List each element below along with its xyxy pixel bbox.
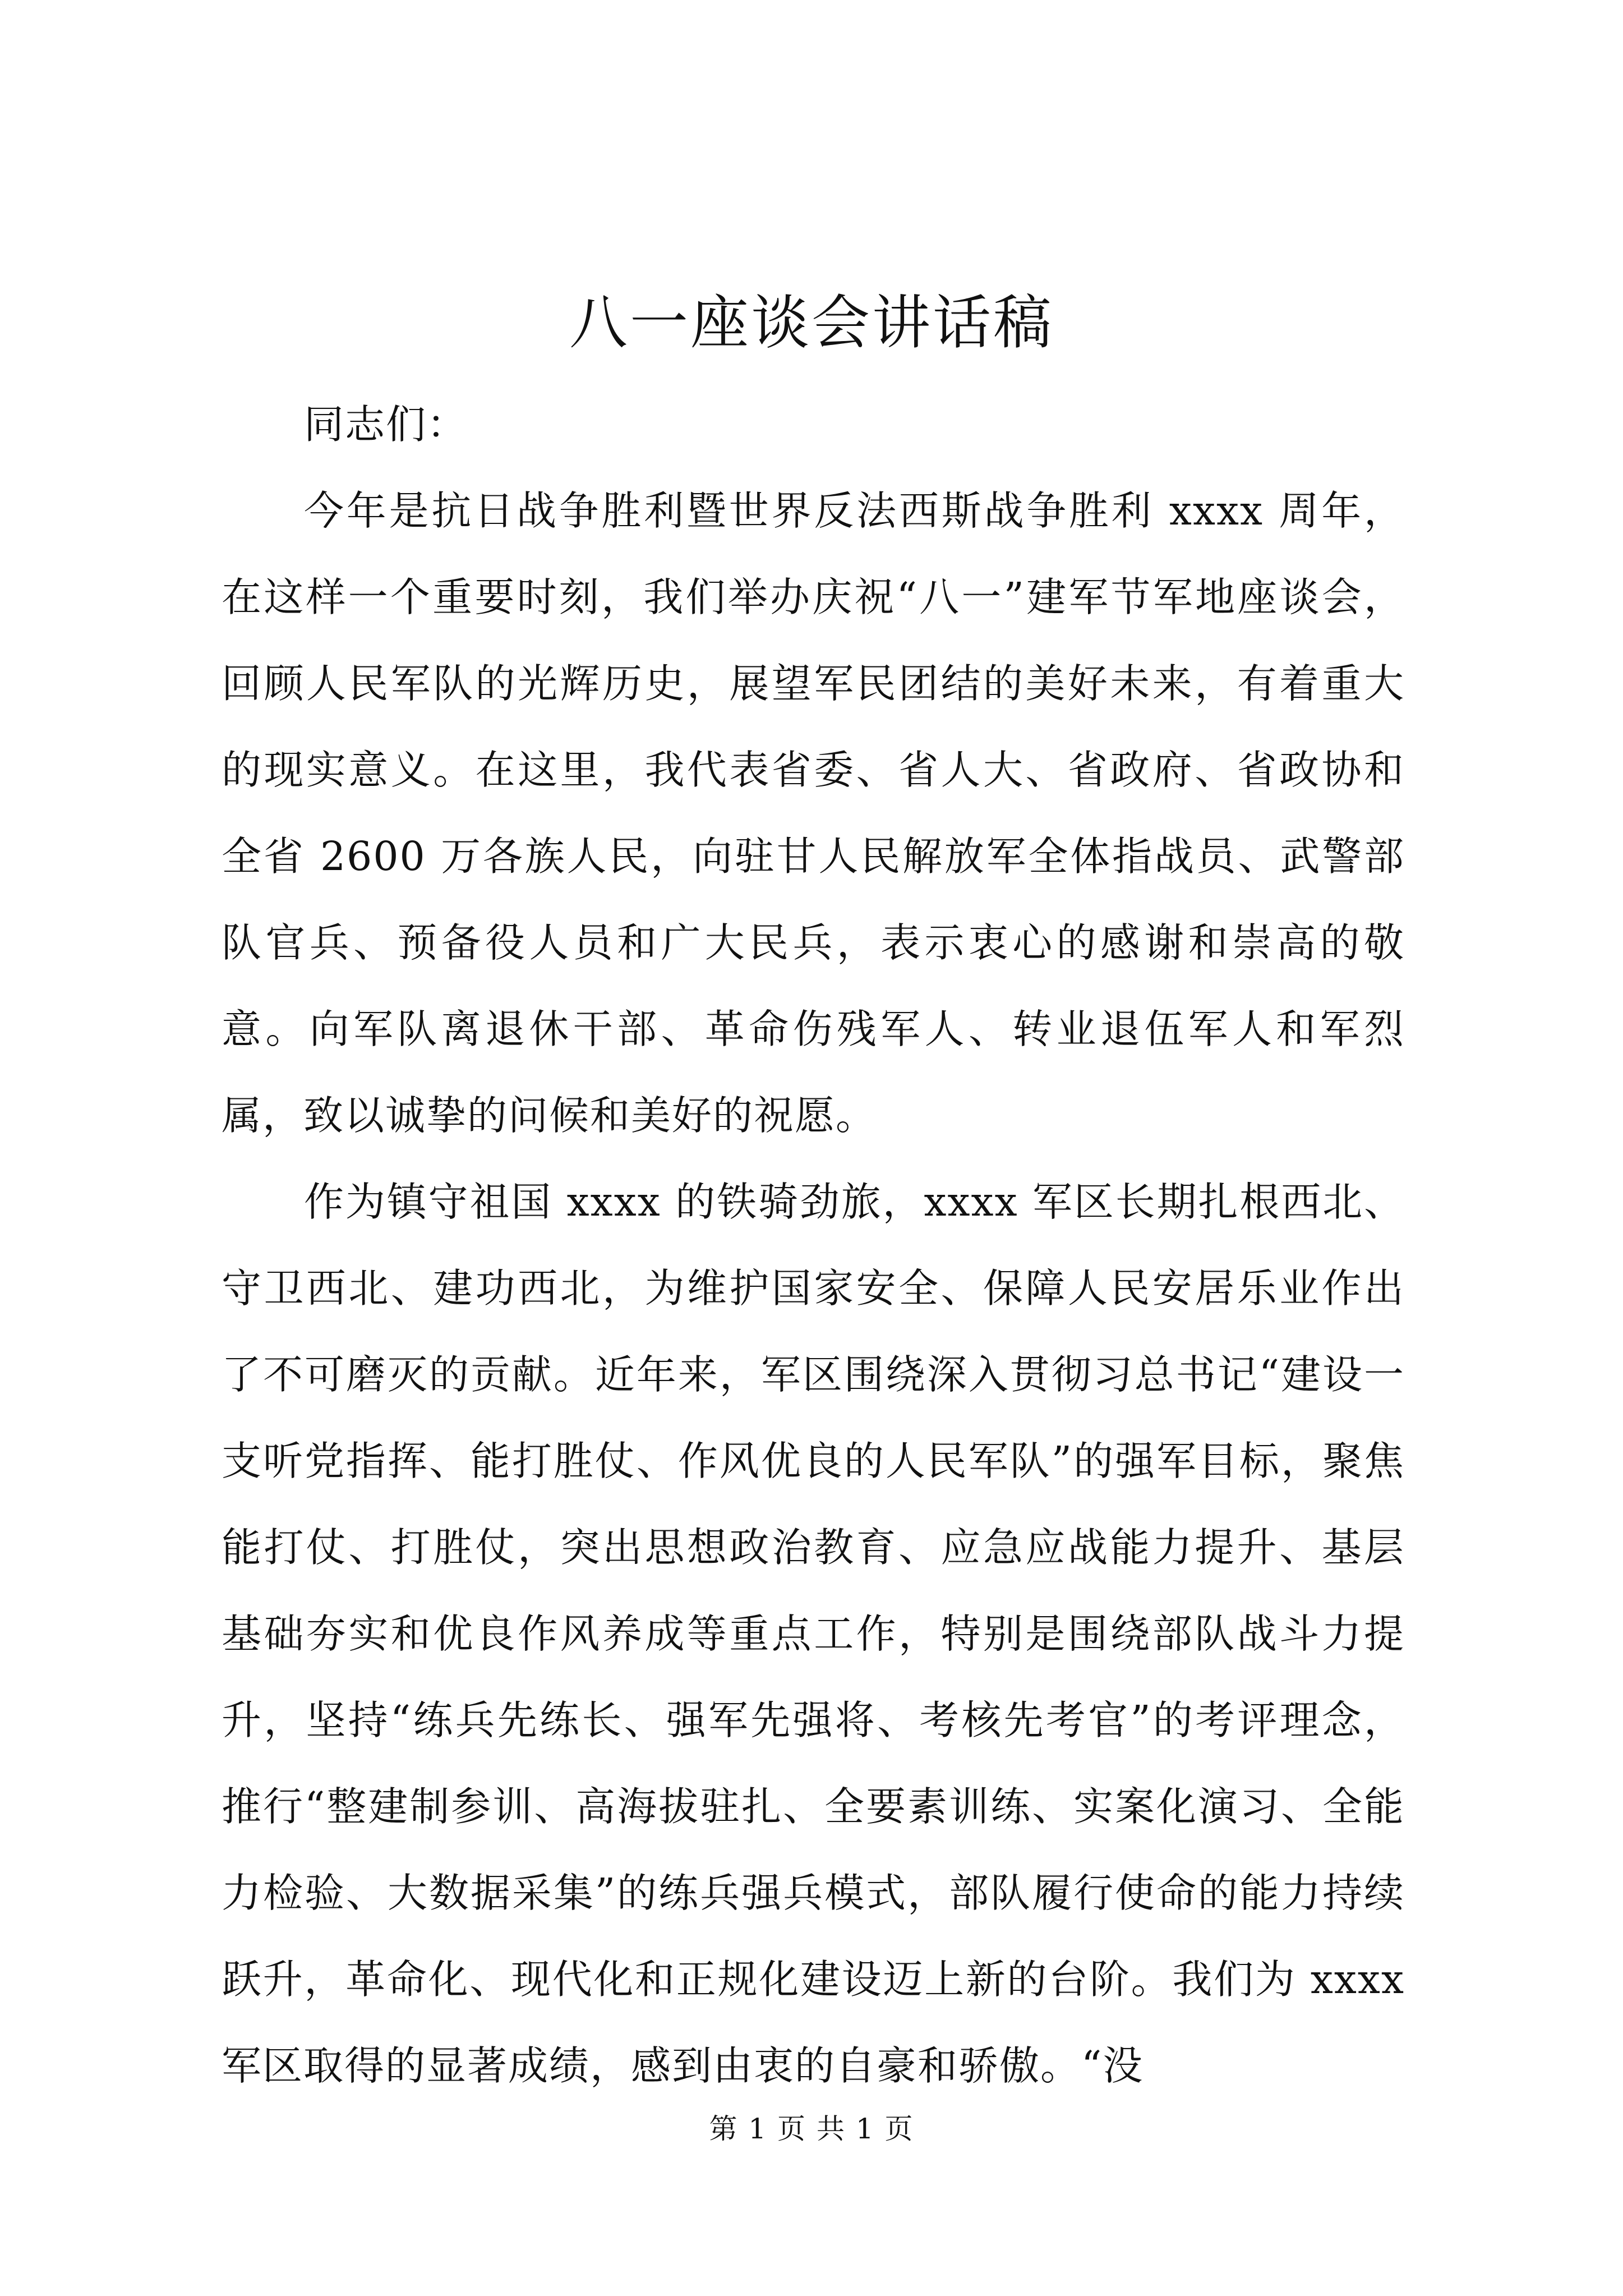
paragraph-2: 作为镇守祖国 xxxx 的铁骑劲旅，xxxx 军区长期扎根西北、守卫西北、建功西北，为维护国家安全、保障人民安居乐业作出了不可磨灭的贡献。近年来，军区围绕深入贯彻习总书记“建设一支听党指挥、能打胜仗、作风优良的人民军队”的强军目标，聚焦能打仗、打胜仗，突出思想政治教育、应急应战能力提升、基层基础夯实和优良作风养成等重点工作，特别是围绕部队战斗力提升，坚持“练兵先练长、强军先强将、考核先考官”的考评理念，推行“整建制参训、高海拔驻扎、全要素训练、实案化演习、全能力检验、大数据采集”的练兵强兵模式，部队履行使命的能力持续跃升，革命化、现代化和正规化建设迈上新的台阶。我们为 xxxx 军区取得的显著成绩，感到由衷的自豪和骄傲。“没 [222,1179,1405,2089]
paragraph-1: 今年是抗日战争胜利暨世界反法西斯战争胜利 xxxx 周年，在这样一个重要时刻，我们举办庆祝“八一”建军节军地座谈会，回顾人民军队的光辉历史，展望军民团结的美好未来，有着重大的现实意义。在这里，我代表省委、省人大、省政府、省政协和全省 2600 万各族人民，向驻甘人民解放军全体指战员、武警部队官兵、预备役人员和广大民兵，表示衷心的感谢和崇高的敬意。向军队离退休干部、革命伤残军人、转业退伍军人和军烈属，致以诚挚的问候和美好的祝愿。 [222,487,1405,1139]
salutation: 同志们： [304,401,468,448]
document-body [222,381,1405,2109]
document-title: 八一座谈会讲话稿 [569,288,1054,357]
page-footer: 第 1 页 共 1 页 [709,2113,914,2145]
